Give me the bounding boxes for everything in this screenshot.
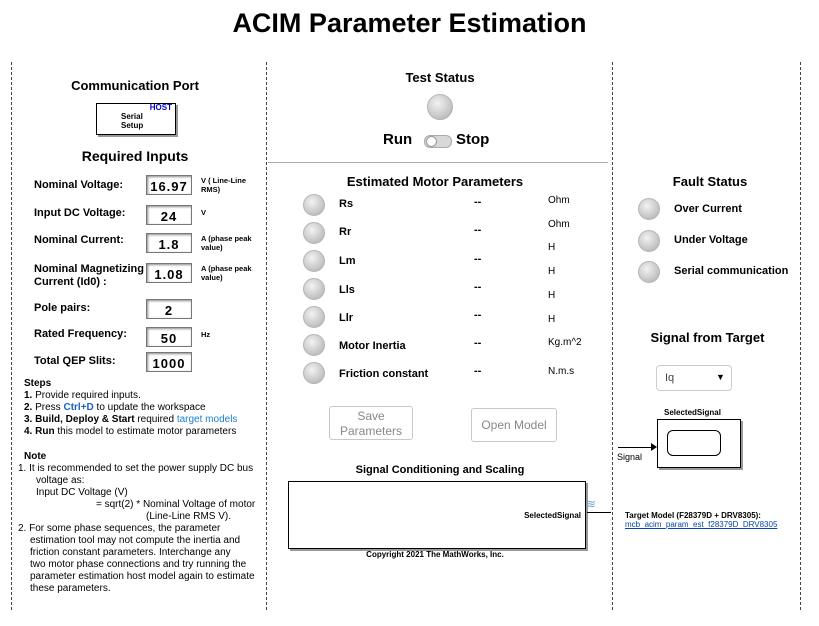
serial-setup-label-2: Setup <box>121 121 144 130</box>
motor-inertia-label: Motor Inertia <box>339 340 406 352</box>
motor-inertia-lamp <box>303 334 325 356</box>
steps-section <box>24 378 259 438</box>
lls-unit: H <box>548 266 556 277</box>
motor-inertia-unit: H <box>548 314 556 325</box>
copyright: Copyright 2021 The MathWorks, Inc. <box>366 550 504 559</box>
friction-unit: Kg.m^2 <box>548 337 582 348</box>
target-model-link[interactable]: mcb_acim_param_est_f28379D_DRV8305 <box>625 520 778 529</box>
friction-value: -- <box>474 365 482 377</box>
rs-label: Rs <box>339 198 354 210</box>
llr-label: Llr <box>339 312 354 324</box>
llr-lamp <box>303 306 325 328</box>
arrow-icon <box>651 443 657 451</box>
open-model-button[interactable]: Open Model <box>471 408 557 442</box>
pole-pairs-label: Pole pairs: <box>34 302 91 314</box>
rs-lamp <box>303 194 325 216</box>
lm-lamp <box>303 250 325 272</box>
rr-value: -- <box>474 224 482 236</box>
target-models-link[interactable]: target models <box>176 414 238 425</box>
signal-label: Signal <box>617 452 643 462</box>
required-inputs-heading: Required Inputs <box>81 148 189 164</box>
run-label: Run <box>383 131 413 148</box>
target-model-label: Target Model (F28379D + DRV8305): <box>625 511 761 520</box>
selected-signal-port: SelectedSignal <box>524 511 581 520</box>
nominal-voltage-input[interactable]: 16.97 <box>146 175 192 195</box>
lls-value: -- <box>474 281 482 293</box>
rated-frequency-input[interactable]: 50 <box>146 327 192 347</box>
magnetizing-current-label: Nominal Magnetizing Current (Id0) : <box>34 263 144 288</box>
test-status-lamp <box>427 94 453 120</box>
over-current-label: Over Current <box>674 203 742 215</box>
section-divider <box>268 162 608 163</box>
steps-heading: Steps <box>24 378 52 389</box>
area-border-left <box>11 62 12 610</box>
area-border-right <box>800 62 801 610</box>
estimated-params-heading: Estimated Motor Parameters <box>346 174 524 189</box>
qep-slits-input[interactable]: 1000 <box>146 352 192 372</box>
test-status-heading: Test Status <box>405 70 475 85</box>
rs-unit: Ohm <box>548 195 570 206</box>
scope-title: SelectedSignal <box>664 408 721 417</box>
input-dc-voltage-label: Input DC Voltage: <box>34 207 126 219</box>
area-divider-2 <box>612 62 613 610</box>
friction-label: Friction constant <box>339 368 429 380</box>
lm-label: Lm <box>339 255 356 267</box>
friction-unit-2: N.m.s <box>548 366 575 377</box>
area-divider-1 <box>266 62 267 610</box>
host-badge: HOST <box>149 103 172 112</box>
wireless-icon: ≋ <box>586 497 597 511</box>
scope-display <box>667 430 721 456</box>
nominal-current-input[interactable]: 1.8 <box>146 233 192 253</box>
switch-knob[interactable] <box>426 136 437 147</box>
llr-unit: H <box>548 290 556 301</box>
step-4: 4. Run this model to estimate motor parameters <box>24 426 237 437</box>
llr-value: -- <box>474 309 482 321</box>
signal-from-target-heading: Signal from Target <box>650 330 765 345</box>
signal-select-value: Iq <box>665 372 675 384</box>
scope-block[interactable] <box>657 419 741 468</box>
nominal-voltage-unit: V ( Line-Line RMS) <box>201 176 246 194</box>
serial-setup-label-1: Serial <box>121 112 143 121</box>
fault-status-heading: Fault Status <box>672 174 748 189</box>
run-stop-switch[interactable] <box>424 135 452 148</box>
nominal-current-label: Nominal Current: <box>34 234 124 246</box>
comm-port-heading: Communication Port <box>71 78 199 93</box>
under-voltage-lamp <box>638 230 660 252</box>
page-title: ACIM Parameter Estimation <box>232 8 587 38</box>
signal-conditioning-heading: Signal Conditioning and Scaling <box>355 464 525 476</box>
rs-value: -- <box>474 196 482 208</box>
lls-lamp <box>303 278 325 300</box>
nominal-current-unit: A (phase peak value) <box>201 234 252 252</box>
under-voltage-label: Under Voltage <box>674 234 748 246</box>
friction-lamp <box>303 362 325 384</box>
over-current-lamp <box>638 198 660 220</box>
rated-frequency-label: Rated Frequency: <box>34 328 127 340</box>
motor-inertia-value: -- <box>474 337 482 349</box>
rr-unit: Ohm <box>548 219 570 230</box>
serial-comm-label: Serial communication <box>674 265 789 277</box>
serial-setup-block[interactable] <box>96 103 176 135</box>
lm-unit: H <box>548 242 556 253</box>
signal-wire <box>618 447 655 448</box>
lm-value: -- <box>474 253 482 265</box>
signal-select[interactable] <box>656 365 732 391</box>
signal-conditioning-block[interactable] <box>288 481 586 549</box>
step-1: 1. Provide required inputs. <box>24 390 141 401</box>
input-dc-voltage-input[interactable]: 24 <box>146 205 192 225</box>
qep-slits-label: Total QEP Slits: <box>34 355 116 367</box>
rated-frequency-unit: Hz <box>201 330 211 339</box>
pole-pairs-input[interactable]: 2 <box>146 299 192 319</box>
magnetizing-current-input[interactable]: 1.08 <box>146 263 192 283</box>
output-line <box>587 512 611 513</box>
serial-comm-lamp <box>638 261 660 283</box>
chevron-down-icon[interactable]: ▼ <box>716 372 725 382</box>
magnetizing-current-unit: A (phase peak value) <box>201 264 252 282</box>
rr-label: Rr <box>339 226 352 238</box>
note-heading: Note <box>24 451 47 462</box>
stop-label: Stop <box>456 131 490 148</box>
input-dc-voltage-unit: V <box>201 208 207 217</box>
step-2: 2. Press Ctrl+D to update the workspace <box>24 402 206 413</box>
nominal-voltage-label: Nominal Voltage: <box>34 179 124 191</box>
lls-label: Lls <box>339 284 355 296</box>
note-section: Note 1. It is recommended to set the power supply DC bus voltage as: Input DC Voltage (V) = sqrt(2) * Nominal Voltage of motor (Line-Line RMS V). 2. For some phase sequences, the parameter estimation tool may not compute the inertia and friction constant parameters. Interchange any two motor phase connections and try running the parameter estimation host model again to estimate these parameters. <box>18 451 264 595</box>
rr-lamp <box>303 222 325 244</box>
step-3: 3. Build, Deploy & Start required target models <box>24 414 238 425</box>
save-parameters-button[interactable]: Save Parameters <box>329 406 413 440</box>
